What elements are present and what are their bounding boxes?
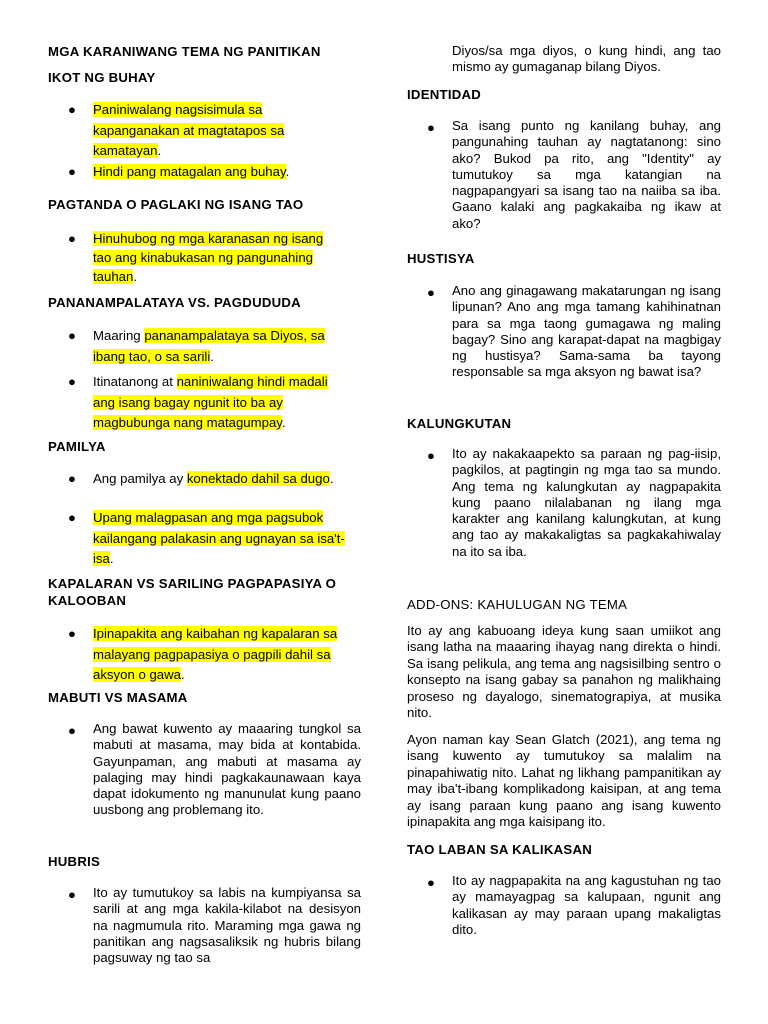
list-item-text: .	[157, 143, 162, 159]
bullet-icon: ●	[427, 285, 435, 300]
heading-kalungkutan: KALUNGKUTAN	[407, 416, 512, 431]
list-item	[48, 372, 350, 434]
list-item-text: .	[329, 471, 334, 486]
list-item	[407, 873, 721, 938]
bullet-icon: ●	[68, 164, 76, 179]
list-item	[407, 118, 721, 232]
heading-tao-laban-sa-kalikasan: TAO LABAN SA KALIKASAN	[407, 842, 592, 857]
list-item-text: .	[180, 667, 185, 683]
list-item	[407, 446, 721, 560]
list-item-text: Itinatanong at	[93, 374, 177, 389]
bullet-icon: ●	[68, 723, 76, 738]
paragraph: Ito ay ang kabuoang ideya kung saan umiikot ang isang latha na maaaring ihayag nang direkta o hindi. Sa isang pelikula, ang tema ang nagsisilbing sentro o konsepto na isang gabay sa panahon ng malikhaing proseso ng dayalogo, sinematograpiya, at musika nito.	[407, 623, 721, 721]
heading-kapalaran: KAPALARAN VS SARILING PAGPAPASIYA O KALOOBAN	[48, 576, 337, 608]
bullet-icon: ●	[68, 374, 76, 389]
list-item	[48, 162, 361, 183]
list-item-text: Ano ang ginagawang makatarungan ng isang lipunan? Ano ang mga tamang kahihinatnan para sa mga taong gumagawa ng maling bagay? Sino ang karapat-dapat na magbigay ng hustisya? Sama-sama ba tayong responsable sa mga aksyon ng bawat isa?	[452, 283, 721, 380]
list-item-text: Ito ay nagpapakita na ang kagustuhan ng tao ay mamayagpag sa kalupaan, ngunit ang kalikasan ay may paraan upang makaligtas dito.	[452, 873, 721, 937]
highlighted-text: pananampalataya sa Diyos, sa ibang tao, o sa sarili	[93, 328, 325, 364]
list-item	[48, 100, 338, 162]
highlighted-text: konektado dahil sa dugo	[186, 471, 330, 486]
highlighted-text: Ipinapakita ang kaibahan ng kapalaran sa malayang pagpapasiya o pagpili dahil sa aksyon o gawa	[93, 626, 338, 683]
list-item	[407, 283, 721, 381]
bullet-icon: ●	[68, 328, 76, 343]
paragraph: Ayon naman kay Sean Glatch (2021), ang tema ng isang kuwento ay tumutukoy sa malalim na pinapahiwatig nito. Lahat ng likhang pampanitikan ay may iba't-ibang komplikadong kaisipan, at ang tema ay isang paraan kung paano ang isang kuwento ipinapakita ang mga kaisipang ito.	[407, 732, 721, 830]
highlighted-text: Hindi pang matagalan ang buhay	[93, 164, 286, 179]
highlighted-text: Paniniwalang nagsisimula sa kapanganakan at magtatapos sa kamatayan	[93, 102, 285, 159]
list-item-text: .	[281, 415, 286, 431]
list-item-text: .	[285, 164, 290, 179]
bullet-icon: ●	[68, 471, 76, 486]
list-item	[48, 624, 354, 686]
heading-add-ons: ADD-ONS: KAHULUGAN NG TEMA	[407, 597, 628, 612]
highlighted-text: naniniwalang hindi madali ang isang bagay ngunit ito ba ay magbubunga nang matagumpay	[93, 374, 328, 431]
list-item-text: Ang pamilya ay	[93, 471, 187, 486]
heading-ikot-ng-buhay: IKOT NG BUHAY	[48, 70, 156, 85]
heading-identidad: IDENTIDAD	[407, 87, 482, 102]
bullet-icon: ●	[427, 875, 435, 890]
heading-hubris: HUBRIS	[48, 854, 101, 869]
bullet-icon: ●	[68, 626, 76, 641]
list-item	[48, 469, 361, 490]
heading-pananampalataya: PANANAMPALATAYA VS. PAGDUDUDA	[48, 295, 301, 310]
highlighted-text: Upang malagpasan ang mga pagsubok kailangang palakasin ang ugnayan sa isa't-isa	[93, 510, 345, 567]
bullet-icon: ●	[68, 510, 76, 525]
list-item	[48, 229, 344, 286]
list-item-text: Ito ay tumutukoy sa labis na kumpiyansa sa sarili at ang mga kakila-kilabot na desisyon na nagmumula rito. Maraming mga gawa ng panitikan ang nagsasaliksik ng hubris bilang pagsuway ng tao sa	[93, 885, 361, 966]
heading-pamilya: PAMILYA	[48, 439, 106, 454]
bullet-icon: ●	[427, 120, 435, 135]
heading-mabuti-vs-masama: MABUTI VS MASAMA	[48, 690, 188, 705]
list-item	[48, 508, 348, 570]
heading-pagtanda: PAGTANDA O PAGLAKI NG ISANG TAO	[48, 197, 304, 212]
bullet-icon: ●	[68, 231, 76, 246]
list-item-text: Ang bawat kuwento ay maaaring tungkol sa mabuti at masama, may bida at kontabida. Gayunpaman, ang mabuti at masama ay palaging may hindi pagkakaunawaan kaya dapat idokumento ng manunulat kung paano uusbong ang problemang ito.	[93, 721, 361, 818]
continued-text: Diyos/sa mga diyos, o kung hindi, ang tao mismo ay gumaganap bilang Diyos.	[452, 43, 721, 75]
list-item-text: .	[133, 269, 138, 284]
list-item-text: Ito ay nakakaapekto sa paraan ng pag-iisip, pagkilos, at pagtingin ng mga tao sa mundo. Ang tema ng kalungkutan ay nagpapakita kung paano nilalabanan ng ilang mga karakter ang kanilang kalungkutan, at kung ang tao ay makakaligtas sa pagkakahiwalay na ito sa iba.	[452, 446, 721, 559]
heading-hustisya: HUSTISYA	[407, 251, 475, 266]
list-item-text: Maaring	[93, 328, 145, 343]
bullet-icon: ●	[68, 102, 76, 117]
list-item-text: .	[210, 348, 214, 364]
highlighted-text: Hinuhubog ng mga karanasan ng isang tao ang kinabukasan ng pangunahing tauhan	[93, 231, 324, 284]
bullet-icon: ●	[68, 887, 76, 902]
list-item	[48, 721, 361, 819]
list-item	[48, 885, 361, 966]
list-item-text: Sa isang punto ng kanilang buhay, ang pangunahing tauhan ay nagtatanong: sino ako? Bukod pa rito, ang "Identity" ay tumutukoy sa mga katangian na nagpapangyari sa isang tao na naiiba sa iba. Gaano kalaki ang pagkakaiba ng ikaw at ako?	[452, 118, 721, 231]
list-item-text: .	[109, 551, 114, 567]
bullet-icon: ●	[427, 448, 435, 463]
document-title: MGA KARANIWANG TEMA NG PANITIKAN	[48, 44, 321, 59]
list-item	[48, 326, 350, 367]
